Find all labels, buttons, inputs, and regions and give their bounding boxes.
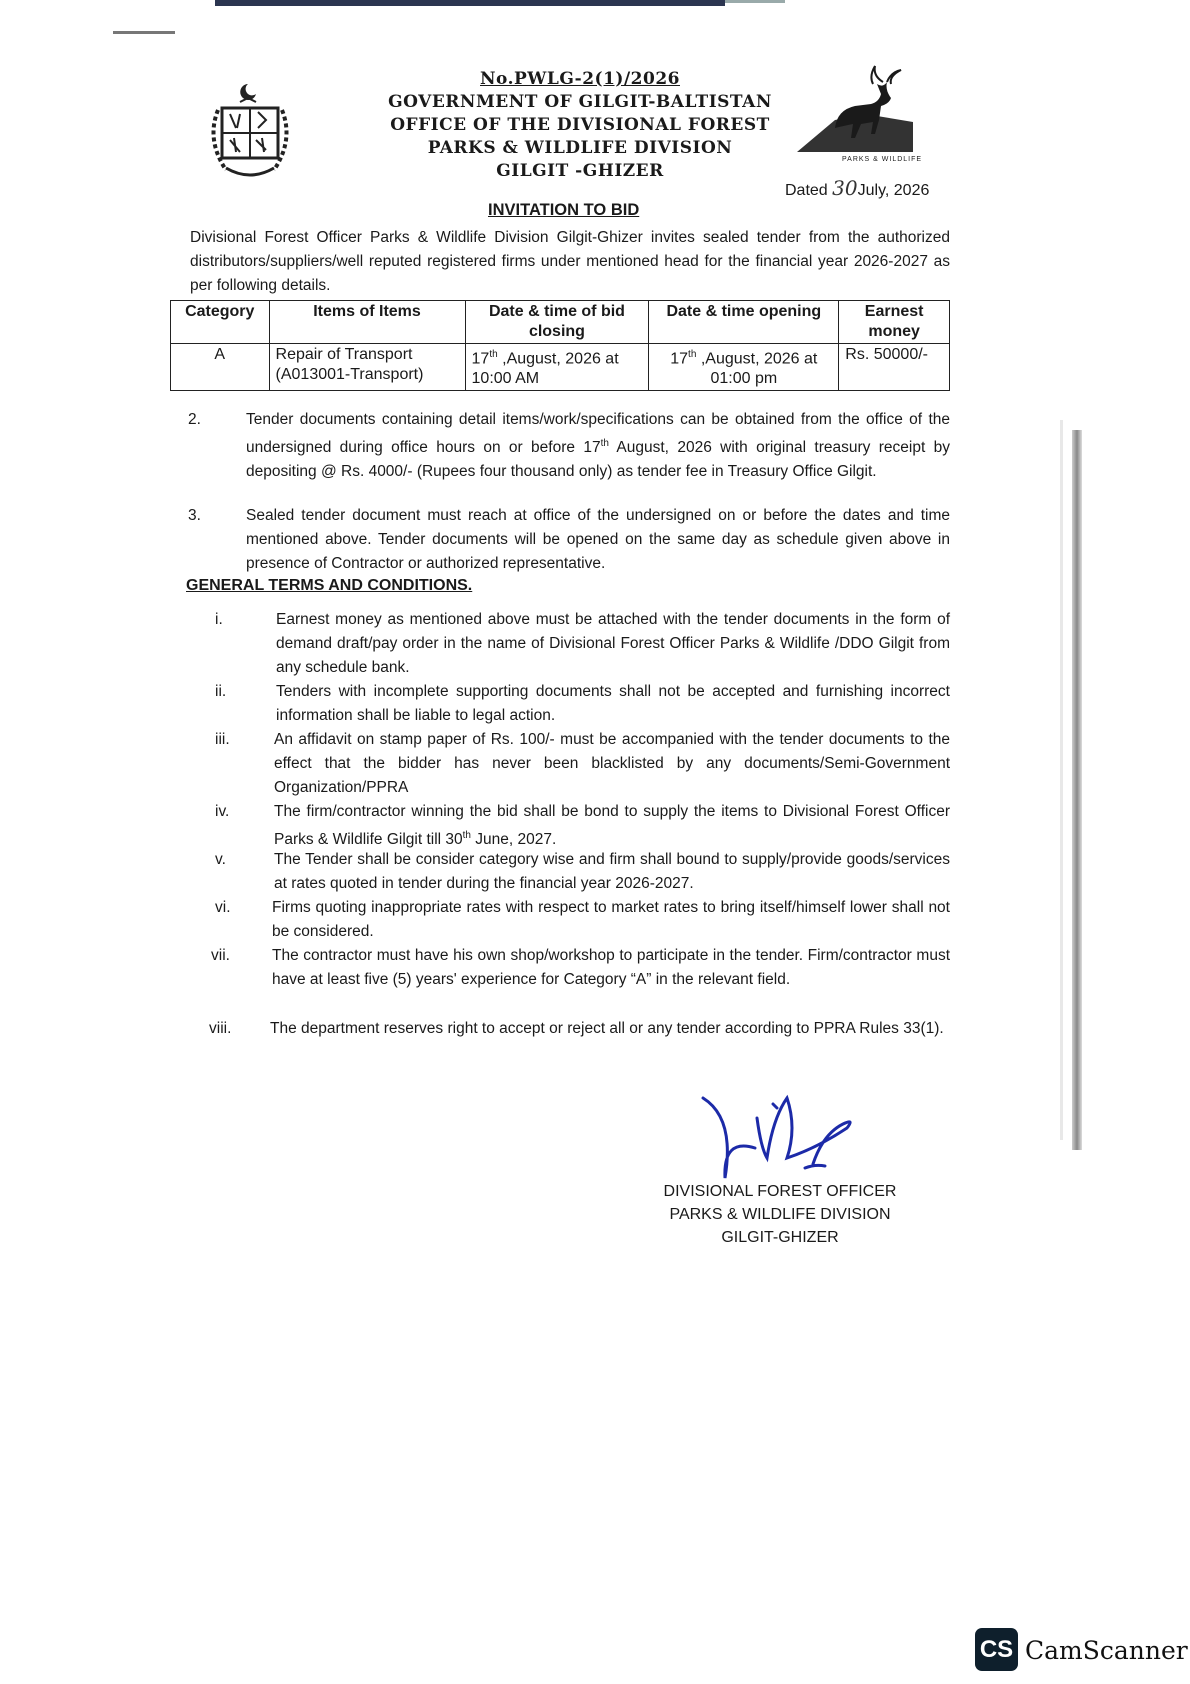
term-text-part: June, 2027. [470,831,557,849]
opening-day: 17 [670,350,689,368]
closing-rest: ,August, 2026 at [497,350,619,368]
document-title: INVITATION TO BID [488,201,640,219]
scan-mark [113,31,175,34]
clause-text-part: Tender documents containing detail items/work/specifications can be obtained from the office of the undersigned during office hours on or before 17 [246,411,950,457]
col-header: Date & time opening [649,301,839,344]
cell-closing [465,344,649,391]
clause-text [246,408,950,484]
opening-time: 01:00 pm [710,370,778,388]
header-line-4: GILGIT -GHIZER [496,161,664,181]
dated-label: Dated [785,182,828,199]
scan-pen-edge [1072,430,1082,1150]
closing-day: 17 [471,350,490,368]
clause-number: 3. [188,507,201,524]
item-line: Repair of Transport [275,346,413,363]
closing-date [472,345,643,369]
col-header: Date & time of bid closing [465,301,649,344]
signatory-location: GILGIT-GHIZER [721,1229,839,1246]
term-sup: th [462,830,471,841]
table-row [171,344,950,391]
cell-earnest-money: Rs. 50000/- [839,344,950,391]
cell-category: A [171,344,270,391]
bid-table [170,300,950,391]
reference-number: No.PWLG-2(1)/2026 [480,69,680,89]
term-text: The Tender shall be consider category wise and firm shall bound to supply/provide goods/services at rates quoted in tender during the financial year 2026-2027. [274,851,950,892]
opening-sup: th [688,349,697,360]
opening-rest: ,August, 2026 at [696,350,818,368]
term-number: ii. [215,683,227,700]
signatory-title: DIVISIONAL FOREST OFFICER [663,1183,897,1200]
term-text: An affidavit on stamp paper of Rs. 100/- must be accompanied with the tender documents to the effect that the bidder has never been blacklisted by any documents/Semi-Government Organization/PPRA [274,731,950,796]
term-number: vii. [211,947,230,964]
closing-time: 10:00 AM [471,370,540,388]
government-emblem-icon [200,80,300,184]
cell-item [269,344,465,391]
term-text-part: The firm/contractor winning the bid shall be bond to supply the items to Divisional Forest Officer Parks & Wildlife Gilgit till 30 [274,803,950,849]
col-header: Category [171,301,270,344]
term-text: The contractor must have his own shop/workshop to participate in the tender. Firm/contractor must have at least five (5) years' experience for Category “A” in the relevant field. [272,947,950,988]
clause-sup: th [600,438,609,449]
dated-month-year: July, 2026 [857,182,930,199]
camscanner-text: CamScanner [1025,1636,1188,1665]
handwritten-signature [695,1078,865,1188]
header-line-1: GOVERNMENT OF GILGIT-BALTISTAN [388,92,772,112]
dated-day-handwritten: 30 [832,176,858,200]
col-header: Items of Items [269,301,465,344]
scan-edge-bar [725,0,785,3]
term-text: Tenders with incomplete supporting documents shall not be accepted and furnishing incorrect information shall be liable to legal action. [276,683,950,724]
term-text: The department reserves right to accept or reject all or any tender according to PPRA Rules 33(1). [270,1020,944,1037]
closing-sup: th [489,349,498,360]
opening-date [655,345,832,369]
signature-block [660,1180,900,1249]
header-line-3: PARKS & WILDLIFE DIVISION [427,138,733,158]
term-number: iii. [215,731,230,748]
clause-number: 2. [188,411,201,428]
item-line: (A013001-Transport) [275,366,424,383]
terms-heading: GENERAL TERMS AND CONDITIONS. [186,577,473,594]
scan-edge-bar [215,0,725,6]
term-number: viii. [209,1020,232,1037]
term-number: v. [215,851,226,868]
term-text: Firms quoting inappropriate rates with respect to market rates to bring itself/himself lower shall not be considered. [272,899,950,940]
header-line-2: OFFICE OF THE DIVISIONAL FOREST [390,115,770,135]
term-number: vi. [215,899,231,916]
clause-text-part: August, 2026 with original treasury receipt by depositing @ Rs. 4000/- (Rupees four thousand only) as tender fee in Treasury Office Gilgit. [246,439,950,481]
table-header-row [171,301,950,344]
signatory-division: PARKS & WILDLIFE DIVISION [669,1206,891,1223]
logo-caption: PARKS & WILDLIFE [842,156,923,163]
term-number: iv. [215,803,230,820]
col-header: Earnest money [839,301,950,344]
term-number: i. [215,611,223,628]
clause-text: Sealed tender document must reach at office of the undersigned on or before the dates and time mentioned above. Tender documents will be opened on the same day as schedule given above in presence of Contractor or authorized representative. [246,507,950,572]
term-text [274,800,950,852]
dated-line [785,176,929,200]
intro-paragraph: Divisional Forest Officer Parks & Wildlife Division Gilgit-Ghizer invites sealed tender from the authorized distributors/suppliers/well reputed registered firms under mentioned head for the financial year 2026-2027 as per following details. [190,229,950,294]
camscanner-logo: CS [975,1628,1018,1671]
scan-shadow [1060,420,1063,1140]
cell-opening [649,344,839,391]
term-text: Earnest money as mentioned above must be attached with the tender documents in the form of demand draft/pay order in the name of Divisional Forest Officer Parks & Wildlife /DDO Gilgit from any schedule bank. [276,611,950,676]
